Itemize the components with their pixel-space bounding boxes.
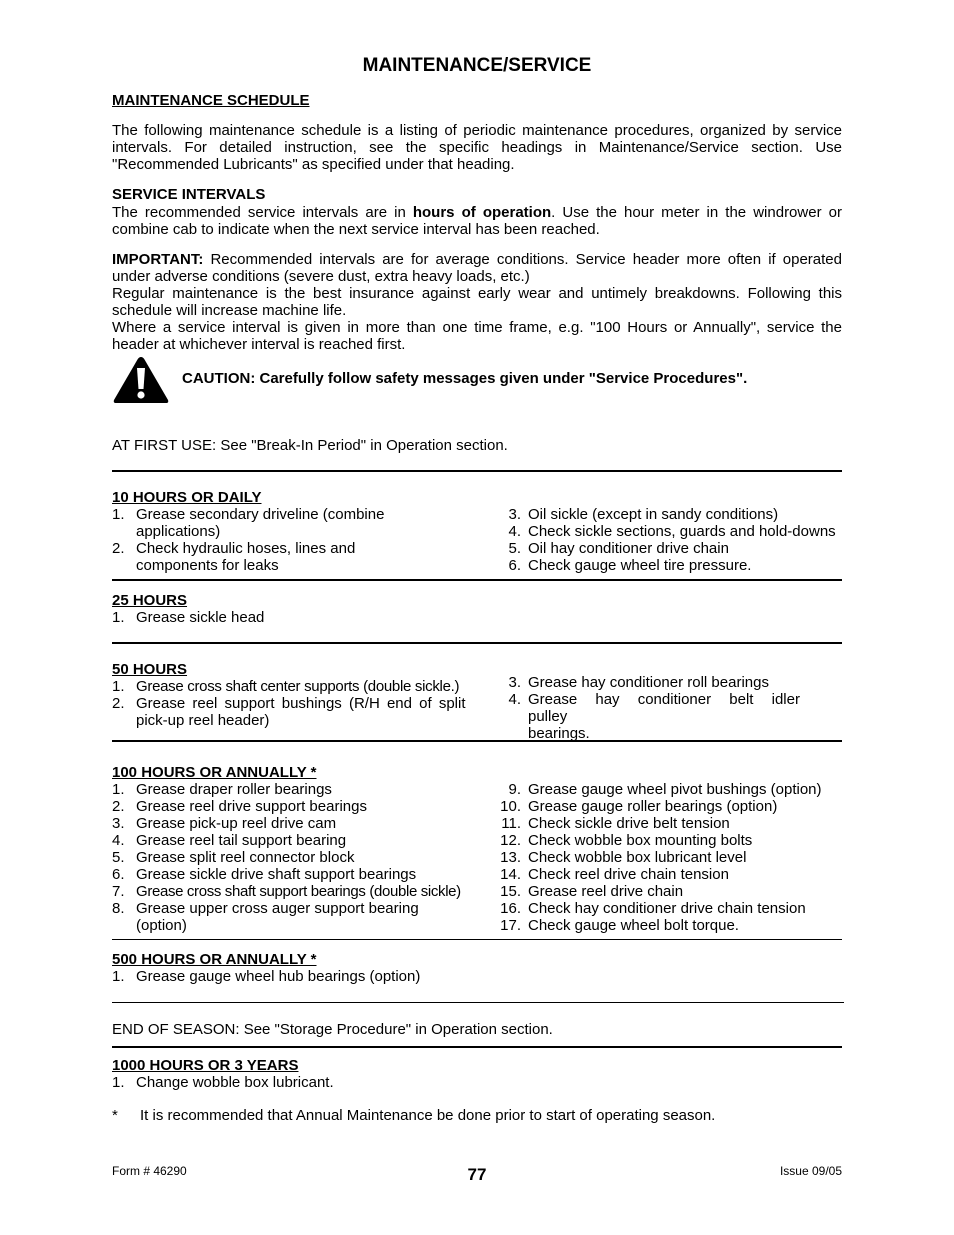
divider bbox=[112, 939, 842, 940]
section-heading-500-hours: 500 HOURS OR ANNUALLY * bbox=[112, 951, 317, 968]
caution-text: CAUTION: Carefully follow safety messages given under "Service Procedures". bbox=[182, 370, 748, 387]
service-intervals-paragraph bbox=[112, 204, 842, 238]
list-item: 4. Check sickle sections, guards and hold-downs bbox=[508, 523, 836, 540]
important-text: Recommended intervals are for average conditions. Service header more often if operated under adverse conditions (severe dust, extra heavy loads, etc.) bbox=[112, 251, 842, 285]
list-item: 1. Grease sickle head bbox=[112, 609, 265, 626]
list-item: bearings. bbox=[528, 725, 590, 742]
list-item: 5. Grease split reel connector block bbox=[112, 849, 355, 866]
section-50-left-list bbox=[112, 678, 478, 729]
divider bbox=[112, 1046, 842, 1048]
section-1000-list bbox=[112, 1074, 492, 1091]
list-item: 6. Grease sickle drive shaft support bearings bbox=[112, 866, 417, 883]
end-of-season-note: END OF SEASON: See "Storage Procedure" in Operation section. bbox=[112, 1021, 553, 1038]
list-item: 8. Grease upper cross auger support bearing bbox=[112, 900, 419, 917]
service-interval-note-paragraph: Where a service interval is given in more than one time frame, e.g. "100 Hours or Annually", service the header at whichever interval is reached first. bbox=[112, 319, 842, 353]
section-heading-1000-hours: 1000 HOURS OR 3 YEARS bbox=[112, 1057, 299, 1074]
form-number: Form # 46290 bbox=[112, 1164, 187, 1178]
section-heading-50-hours: 50 HOURS bbox=[112, 661, 188, 678]
list-item: 17. Check gauge wheel bolt torque. bbox=[500, 917, 739, 934]
list-item: 7. Grease cross shaft support bearings (double sickle) bbox=[112, 883, 461, 900]
list-item: 10. Grease gauge roller bearings (option) bbox=[500, 798, 778, 815]
page-number: 77 bbox=[467, 1165, 487, 1184]
section-10-right-list bbox=[499, 506, 844, 574]
section-100-right-list bbox=[499, 781, 844, 934]
list-item: 1. Grease cross shaft center supports (double sickle.) bbox=[112, 678, 460, 695]
intro-paragraph: The following maintenance schedule is a listing of periodic maintenance procedures, organized by service intervals. For detailed instruction, see the specific headings in Maintenance/Service section. Use "Recommended Lubricants" as specified under that heading. bbox=[112, 122, 842, 173]
list-item: 3. Grease pick-up reel drive cam bbox=[112, 815, 337, 832]
warning-triangle-icon bbox=[112, 355, 170, 405]
regular-maintenance-paragraph: Regular maintenance is the best insurance against early wear and untimely breakdowns. Following this schedule will increase machine life. bbox=[112, 285, 842, 319]
important-label: IMPORTANT: bbox=[112, 251, 204, 268]
list-item: components for leaks bbox=[136, 557, 279, 574]
list-item: 1. Change wobble box lubricant. bbox=[112, 1074, 334, 1091]
divider bbox=[112, 642, 842, 644]
section-500-list bbox=[112, 968, 492, 985]
maintenance-schedule-heading: MAINTENANCE SCHEDULE bbox=[112, 92, 310, 109]
divider bbox=[112, 579, 842, 581]
list-item: 11. Check sickle drive belt tension bbox=[501, 815, 730, 832]
issue-date: Issue 09/05 bbox=[779, 1164, 842, 1178]
section-50-right-list bbox=[499, 674, 844, 742]
list-item: 1. Grease draper roller bearings bbox=[112, 781, 332, 798]
service-intervals-heading: SERVICE INTERVALS bbox=[112, 186, 266, 203]
first-use-note: AT FIRST USE: See "Break-In Period" in Operation section. bbox=[112, 437, 508, 454]
service-intervals-bold: hours of operation bbox=[412, 204, 552, 221]
divider bbox=[112, 1002, 844, 1003]
list-item: applications) bbox=[136, 523, 221, 540]
section-10-left-list bbox=[112, 506, 492, 574]
list-item: pick-up reel header) bbox=[136, 712, 270, 729]
list-item: 6. Check gauge wheel tire pressure. bbox=[508, 557, 752, 574]
service-intervals-text-post: . Use the hour meter in the windrower or combine cab to indicate when the next service interval has been reached. bbox=[112, 204, 842, 238]
list-item: 2. Grease reel drive support bearings bbox=[112, 798, 367, 815]
list-item: 16. Check hay conditioner drive chain tension bbox=[500, 900, 806, 917]
list-item: 4. Grease reel tail support bearing bbox=[112, 832, 347, 849]
list-item: 3. Oil sickle (except in sandy conditions) bbox=[508, 506, 779, 523]
list-item: 2. Check hydraulic hoses, lines and bbox=[112, 540, 356, 557]
section-100-left-list bbox=[112, 781, 492, 934]
list-item: 3. Grease hay conditioner roll bearings bbox=[508, 674, 769, 691]
page-title: MAINTENANCE/SERVICE bbox=[362, 55, 592, 76]
list-item: (option) bbox=[136, 917, 187, 934]
list-item: 13. Check wobble box lubricant level bbox=[500, 849, 747, 866]
list-item: 2. Grease reel support bushings (R/H end of split bbox=[112, 695, 466, 712]
list-item: 5. Oil hay conditioner drive chain bbox=[508, 540, 729, 557]
list-item: 15. Grease reel drive chain bbox=[500, 883, 684, 900]
service-intervals-text-pre: The recommended service intervals are in bbox=[112, 204, 413, 221]
list-item: 9. Grease gauge wheel pivot bushings (option) bbox=[508, 781, 822, 798]
section-heading-25-hours: 25 HOURS bbox=[112, 592, 188, 609]
section-heading-10-hours: 10 HOURS OR DAILY bbox=[112, 489, 262, 506]
footnote-text: It is recommended that Annual Maintenance be done prior to start of operating season. bbox=[140, 1107, 716, 1124]
divider bbox=[112, 740, 842, 742]
important-paragraph bbox=[112, 251, 842, 285]
list-item: 1. Grease secondary driveline (combine bbox=[112, 506, 385, 523]
section-25-list bbox=[112, 609, 492, 626]
list-item: 1. Grease gauge wheel hub bearings (option) bbox=[112, 968, 421, 985]
footnote-asterisk: * bbox=[112, 1107, 118, 1124]
list-item: 4. Grease hay conditioner belt idler pulley bbox=[508, 691, 800, 725]
section-heading-100-hours: 100 HOURS OR ANNUALLY * bbox=[112, 764, 317, 781]
list-item: 14. Check reel drive chain tension bbox=[500, 866, 729, 883]
list-item: 12. Check wobble box mounting bolts bbox=[500, 832, 753, 849]
divider bbox=[112, 470, 842, 472]
